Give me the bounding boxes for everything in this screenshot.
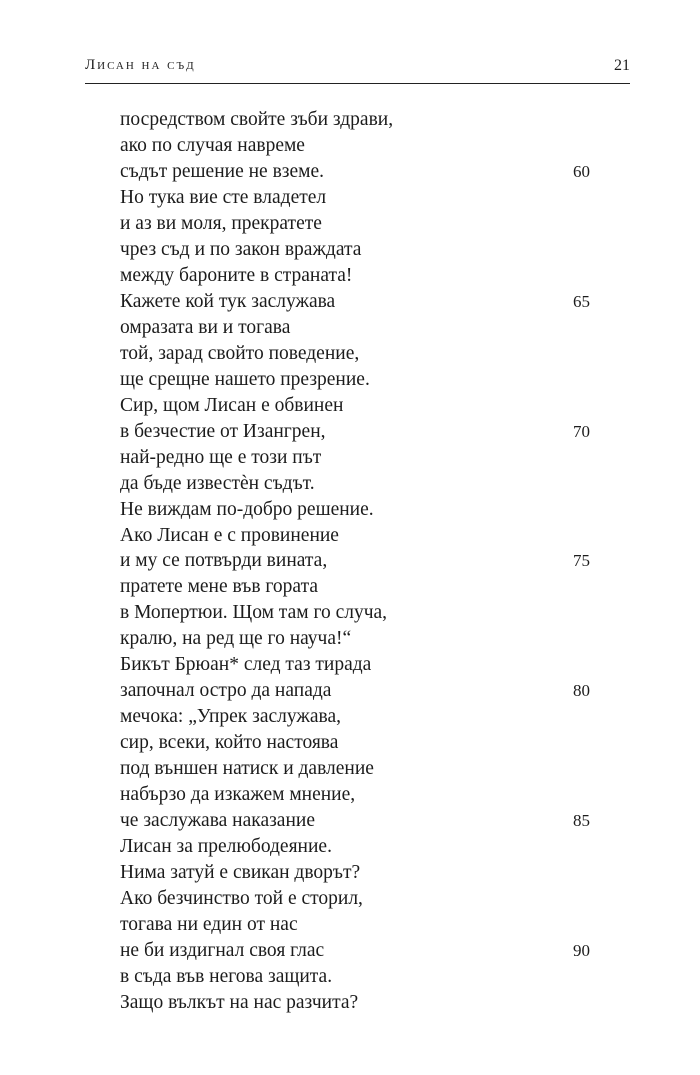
verse-line xyxy=(120,912,600,938)
verse-line xyxy=(120,964,600,990)
verse-line xyxy=(120,938,600,964)
line-number: 85 xyxy=(573,811,590,831)
header-rule xyxy=(85,83,630,84)
verse-line xyxy=(120,834,600,860)
verse-line-text: между бароните в страната! xyxy=(120,264,353,286)
verse-line-text: под външен натиск и давление xyxy=(120,758,374,780)
verse-line-text: Бикът Брюан* след таз тирада xyxy=(120,654,372,676)
verse-line xyxy=(120,133,600,159)
verse-line-text: той, зарад свойто поведение, xyxy=(120,342,360,364)
verse-line-text: сир, всеки, който настоява xyxy=(120,732,339,754)
verse-line xyxy=(120,523,600,549)
verse-line-text: Защо вълкът на нас разчита? xyxy=(120,991,359,1013)
verse-line xyxy=(120,367,600,393)
verse-line-text: тогава ни един от нас xyxy=(120,914,298,936)
verse-line-text: Не виждам по-добро решение. xyxy=(120,498,374,520)
verse-line xyxy=(120,289,600,315)
verse-line-text: кралю, на ред ще го науча!“ xyxy=(120,628,352,650)
line-number: 60 xyxy=(573,161,590,181)
verse-line xyxy=(120,185,600,211)
verse-line-text: в Мопертюи. Щом там го случа, xyxy=(120,602,388,624)
verse-line-text: омразата ви и тогава xyxy=(120,316,291,338)
verse-line-text: в безчестие от Изангрен, xyxy=(120,420,326,442)
verse-line-text: посредством свойте зъби здрави, xyxy=(120,109,394,130)
verse-line xyxy=(120,237,600,263)
verse-line-text: да бъде известѐн съдът. xyxy=(120,472,315,494)
verse-line-text: Ако Лисан е с провинение xyxy=(120,524,339,546)
verse-line-text: в съда във негова защита. xyxy=(120,965,333,987)
verse-line-text: мечока: „Упрек заслужава, xyxy=(120,706,341,728)
verse-line-text: че заслужава наказание xyxy=(120,810,315,832)
line-number: 65 xyxy=(573,291,590,311)
running-title: Лисан на съд xyxy=(85,57,196,73)
line-number: 80 xyxy=(573,681,590,701)
line-number: 75 xyxy=(573,551,590,571)
verse-line-text: и му се потвърди вината, xyxy=(120,550,328,572)
verse-line-text: Кажете кой тук заслужава xyxy=(120,290,336,312)
verse-line-text: набързо да изкажем мнение, xyxy=(120,784,356,806)
verse-line xyxy=(120,548,600,574)
verse-line xyxy=(120,782,600,808)
verse-block xyxy=(120,107,600,1016)
verse-line-text: най-редно ще е този път xyxy=(120,446,322,468)
verse-line xyxy=(120,419,600,445)
verse-line-text: Нима затуй е свикан дворът? xyxy=(120,862,361,884)
verse-line xyxy=(120,497,600,523)
verse-line-text: не би издигнал своя глас xyxy=(120,940,325,961)
verse-line xyxy=(120,730,600,756)
verse-line-text: Ако безчинство той е сторил, xyxy=(120,888,363,910)
verse-line xyxy=(120,445,600,471)
verse-line xyxy=(120,211,600,237)
verse-line xyxy=(120,393,600,419)
verse-line xyxy=(120,704,600,730)
verse-line-text: започнал остро да напада xyxy=(120,680,332,702)
verse-line-text: Лисан за прелюбодеяние. xyxy=(120,836,332,858)
line-number: 70 xyxy=(573,421,590,441)
verse-line-text: ще срещне нашето презрение. xyxy=(120,368,370,390)
verse-line xyxy=(120,341,600,367)
verse-line xyxy=(120,574,600,600)
verse-line xyxy=(120,678,600,704)
verse-line-text: и аз ви моля, прекратете xyxy=(120,212,322,234)
verse-line xyxy=(120,886,600,912)
verse-line xyxy=(120,107,600,133)
verse-line xyxy=(120,600,600,626)
verse-line xyxy=(120,159,600,185)
verse-line-text: ако по случая навреме xyxy=(120,134,305,156)
verse-line xyxy=(120,263,600,289)
verse-line xyxy=(120,808,600,834)
verse-line-text: чрез съд и по закон враждата xyxy=(120,238,362,260)
verse-line-text: пратете мене във гората xyxy=(120,576,318,598)
verse-line xyxy=(120,626,600,652)
page-number: 21 xyxy=(614,57,630,74)
verse-line xyxy=(120,315,600,341)
running-head xyxy=(85,57,630,81)
verse-line xyxy=(120,471,600,497)
verse-line xyxy=(120,860,600,886)
verse-line-text: съдът решение не вземе. xyxy=(120,160,325,182)
verse-line-text: Но тука вие сте владетел xyxy=(120,186,327,208)
verse-line xyxy=(120,756,600,782)
line-number: 90 xyxy=(573,941,590,960)
verse-line xyxy=(120,652,600,678)
verse-line-text: Сир, щом Лисан е обвинен xyxy=(120,394,344,416)
verse-line xyxy=(120,990,600,1016)
